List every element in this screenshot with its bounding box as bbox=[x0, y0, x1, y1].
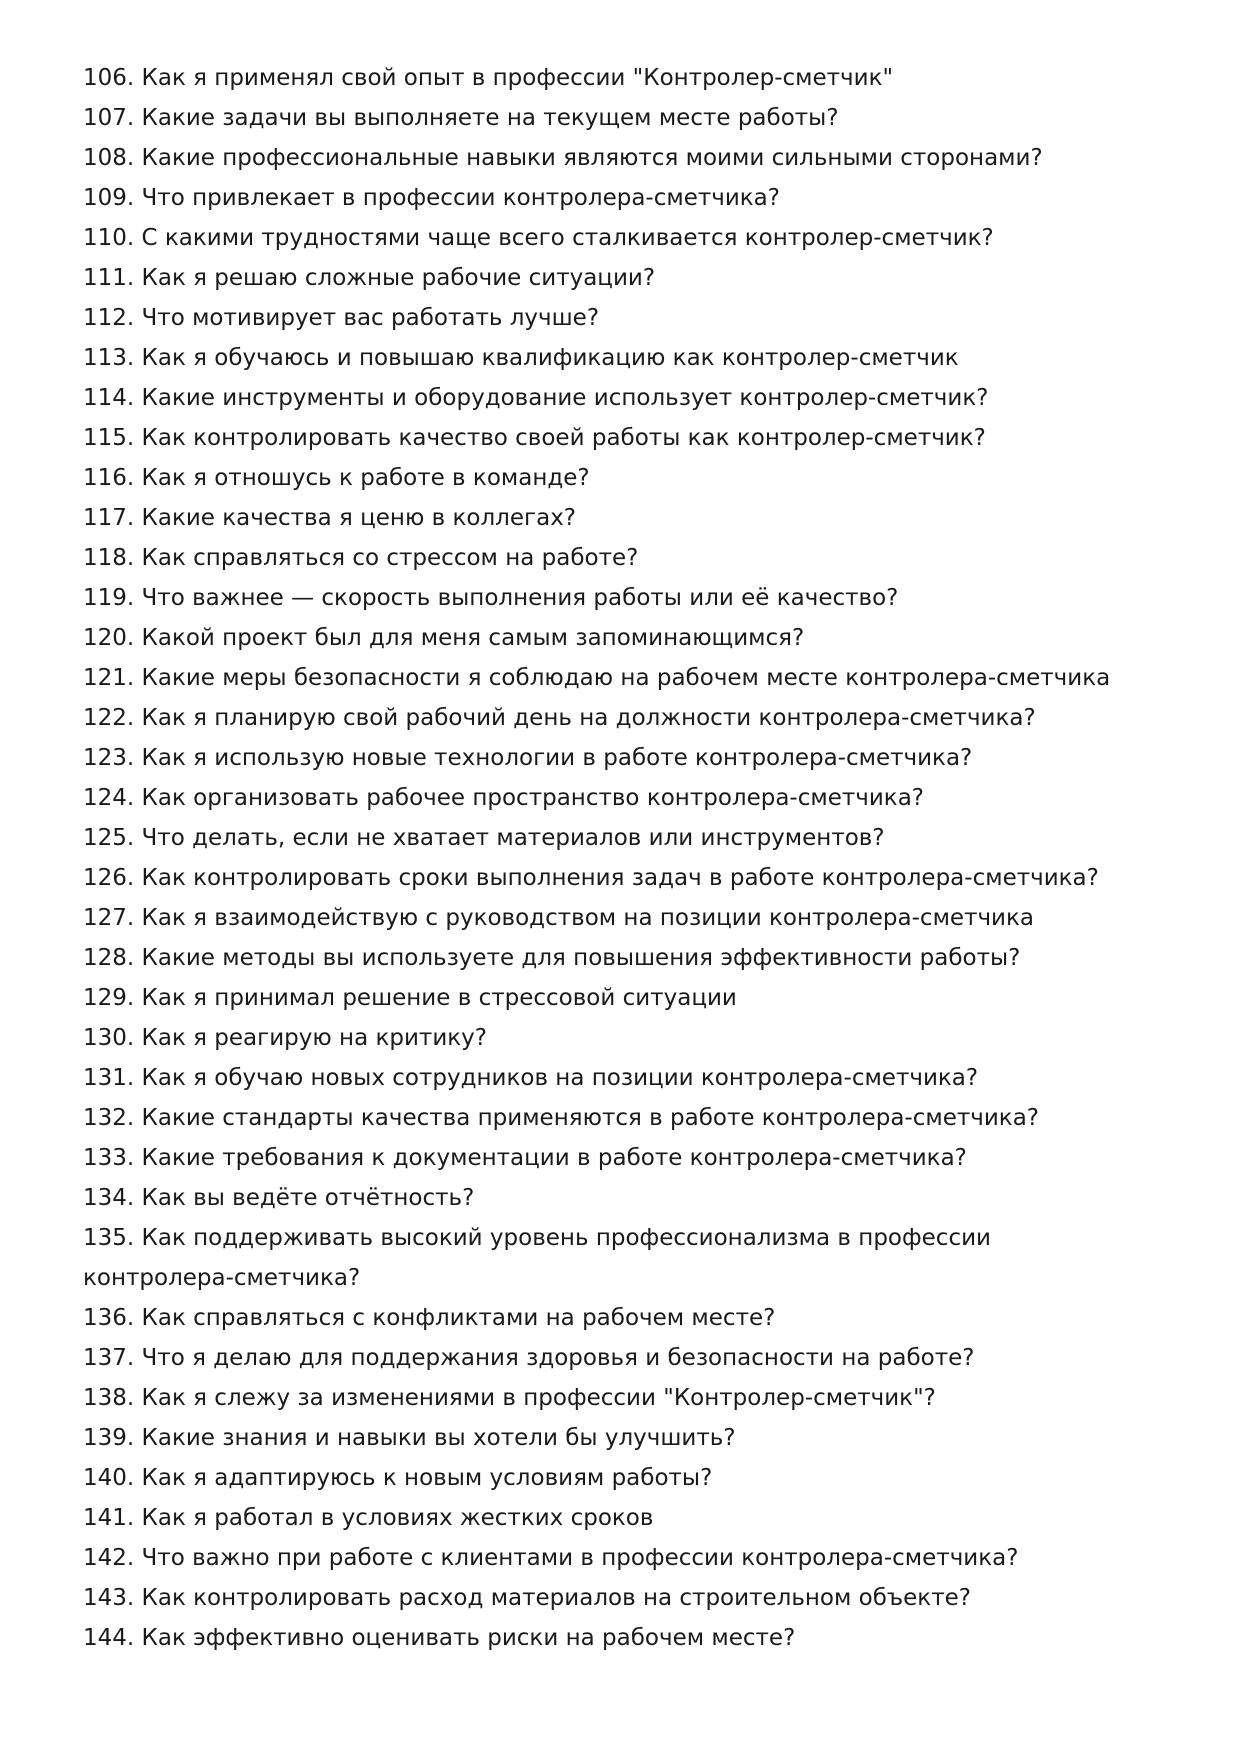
question-item: 125. Что делать, если не хватает материалов или инструментов? bbox=[83, 825, 885, 851]
question-item: 142. Что важно при работе с клиентами в профессии контролера-сметчика? bbox=[83, 1545, 1019, 1571]
question-item: 116. Как я отношусь к работе в команде? bbox=[83, 465, 590, 491]
question-item: 111. Как я решаю сложные рабочие ситуации? bbox=[83, 265, 656, 291]
question-item: 129. Как я принимал решение в стрессовой ситуации bbox=[83, 985, 737, 1011]
question-item: 128. Какие методы вы используете для повышения эффективности работы? bbox=[83, 945, 1021, 971]
question-item: 122. Как я планирую свой рабочий день на должности контролера-сметчика? bbox=[83, 705, 1036, 731]
question-item: 114. Какие инструменты и оборудование использует контролер-сметчик? bbox=[83, 385, 989, 411]
question-item: 134. Как вы ведёте отчётность? bbox=[83, 1185, 475, 1211]
question-item: 135. Как поддерживать высокий уровень профессионализма в профессии контролера-сметчика? bbox=[83, 1225, 991, 1291]
question-item: 126. Как контролировать сроки выполнения задач в работе контролера-сметчика? bbox=[83, 865, 1099, 891]
question-item: 133. Какие требования к документации в работе контролера-сметчика? bbox=[83, 1145, 967, 1171]
question-item: 107. Какие задачи вы выполняете на текущем месте работы? bbox=[83, 105, 839, 131]
question-item: 109. Что привлекает в профессии контролера-сметчика? bbox=[83, 185, 780, 211]
question-item: 123. Как я использую новые технологии в работе контролера-сметчика? bbox=[83, 745, 973, 771]
question-item: 118. Как справляться со стрессом на работе? bbox=[83, 545, 639, 571]
question-item: 130. Как я реагирую на критику? bbox=[83, 1025, 487, 1051]
question-item: 141. Как я работал в условиях жестких сроков bbox=[83, 1505, 654, 1531]
question-item: 115. Как контролировать качество своей работы как контролер-сметчик? bbox=[83, 425, 986, 451]
question-item: 120. Какой проект был для меня самым запоминающимся? bbox=[83, 625, 805, 651]
question-item: 106. Как я применял свой опыт в профессии "Контролер-сметчик" bbox=[83, 65, 894, 91]
question-item: 136. Как справляться с конфликтами на рабочем месте? bbox=[83, 1305, 776, 1331]
question-item: 108. Какие профессиональные навыки являются моими сильными сторонами? bbox=[83, 145, 1043, 171]
question-item: 124. Как организовать рабочее пространство контролера-сметчика? bbox=[83, 785, 925, 811]
question-item: 119. Что важнее — скорость выполнения работы или её качество? bbox=[83, 585, 899, 611]
question-item: 144. Как эффективно оценивать риски на рабочем месте? bbox=[83, 1625, 796, 1651]
question-list bbox=[83, 58, 1143, 1658]
question-item: 140. Как я адаптируюсь к новым условиям работы? bbox=[83, 1465, 713, 1491]
question-item: 139. Какие знания и навыки вы хотели бы улучшить? bbox=[83, 1425, 736, 1451]
question-item: 131. Как я обучаю новых сотрудников на позиции контролера-сметчика? bbox=[83, 1065, 979, 1091]
question-item: 137. Что я делаю для поддержания здоровья и безопасности на работе? bbox=[83, 1345, 975, 1371]
question-item: 132. Какие стандарты качества применяются в работе контролера-сметчика? bbox=[83, 1105, 1039, 1131]
question-item: 110. С какими трудностями чаще всего сталкивается контролер-сметчик? bbox=[83, 225, 994, 251]
question-item: 143. Как контролировать расход материалов на строительном объекте? bbox=[83, 1585, 971, 1611]
question-item: 112. Что мотивирует вас работать лучше? bbox=[83, 305, 600, 331]
question-item: 138. Как я слежу за изменениями в профессии "Контролер-сметчик"? bbox=[83, 1385, 936, 1411]
question-item: 121. Какие меры безопасности я соблюдаю на рабочем месте контролера-сметчика bbox=[83, 665, 1111, 691]
question-item: 117. Какие качества я ценю в коллегах? bbox=[83, 505, 577, 531]
question-item: 127. Как я взаимодействую с руководством на позиции контролера-сметчика bbox=[83, 905, 1034, 931]
question-item: 113. Как я обучаюсь и повышаю квалификацию как контролер-сметчик bbox=[83, 345, 959, 371]
